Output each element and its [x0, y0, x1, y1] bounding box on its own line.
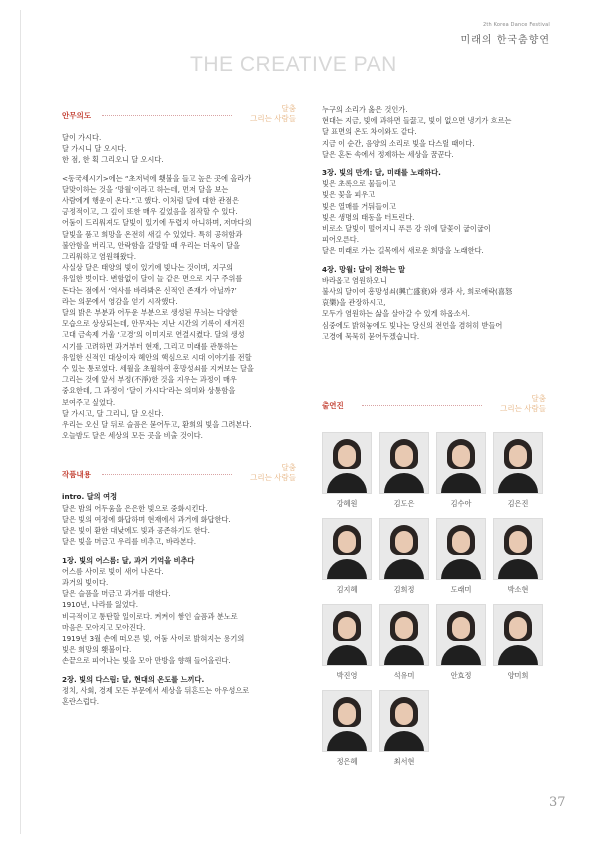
text-line: 중요한데, 그 과정이 ‘달이 가시다’라는 의미와 상통함을: [62, 386, 236, 396]
text-line: 바라옵고 염원하오니: [322, 275, 387, 285]
block-title: 1장. 빛의 어스름: 달, 과거 기억을 비추다: [62, 555, 195, 565]
portrait-photo: [436, 518, 486, 580]
text-line: 긍정적이고, 그 깊이 또한 매우 깊었음을 짐작할 수 있다.: [62, 207, 238, 217]
text-line: 한 점, 한 획 그리오니 달 오시다.: [62, 155, 164, 165]
text-line: 달은 빛을 머금고 우리를 비추고, 바라본다.: [62, 537, 197, 547]
cast-member: [436, 518, 486, 595]
block-gap: [322, 160, 546, 167]
text-line: 달맞이하는 것을 ‘망월’이라고 하는데, 먼저 달을 보는: [62, 184, 229, 194]
section-deco-text: 달춤 그리는 사람들: [500, 394, 546, 413]
text-line: 수 있는 통로였다. 세월을 초월하여 흥망성쇠를 지켜보는 달을: [62, 364, 254, 374]
text-line: 빛은 초록으로 물들이고: [322, 179, 397, 189]
portrait-photo: [322, 432, 372, 494]
cast-name: 도래미: [450, 585, 472, 594]
work-body: [62, 491, 296, 707]
portrait-body: [441, 559, 481, 580]
text-line: 달 표면의 온도 차이와도 같다.: [322, 127, 417, 137]
cast-member: [322, 604, 372, 681]
text-line: 현대는 지금, 빛에 과하면 들끓고, 빛이 없으면 냉기가 흐르는: [322, 116, 512, 126]
text-line: 심중에도 밝혀놓에도 빛나는 당신의 전언을 겸허히 받들어: [322, 320, 503, 330]
text-line: 哀樂)을 관장하시고,: [322, 298, 386, 308]
block-title: 4장. 망월: 달이 전하는 말: [322, 264, 406, 274]
portrait-face: [338, 531, 356, 553]
intent-section-header: [62, 104, 296, 128]
cast-name: 양미희: [507, 671, 529, 680]
cast-name: 석유미: [393, 671, 415, 680]
portrait-photo: [379, 690, 429, 752]
cast-name: 강혜원: [336, 499, 358, 508]
portrait-photo: [493, 518, 543, 580]
cast-label: 출연진: [322, 401, 344, 410]
portrait-body: [498, 645, 538, 666]
right-column: [322, 104, 546, 342]
cast-name: 김은진: [507, 499, 529, 508]
block-gap: [322, 257, 546, 264]
cast-name: 김수아: [450, 499, 472, 508]
text-line: 빛은 생명의 태동을 터트린다.: [322, 212, 415, 222]
portrait-face: [338, 445, 356, 467]
text-line: 달빛을 품고 희망을 온전히 새길 수 있었다. 특히 공허함과: [62, 229, 243, 239]
text-line: 불안함을 버리고, 안락함을 갈망할 때 우리는 더욱이 달을: [62, 240, 240, 250]
portrait-face: [452, 445, 470, 467]
work-continued-body: [322, 104, 546, 342]
portrait-photo: [379, 604, 429, 666]
text-line: 피어오른다.: [322, 235, 360, 245]
cast-name: 안효정: [450, 671, 472, 680]
cast-member: [493, 518, 543, 595]
text-line: 지금 이 순간, 음양의 소리로 빛을 다스릴 때이다.: [322, 138, 475, 148]
section-divider: [102, 474, 232, 475]
portrait-face: [395, 531, 413, 553]
festival-logo: 미래의 한국춤향연: [460, 35, 550, 46]
cast-member: [379, 690, 429, 767]
block-title: intro. 달의 여정: [62, 492, 118, 502]
text-line: 유일한 신적인 대상이자 혜안의 핵심으로 시대 이야기를 전할: [62, 352, 252, 362]
text-line: 고대 금속제 거울 ‘고경’의 이미지로 연결시켰다. 달의 생성: [62, 330, 245, 340]
cast-name: 최서현: [393, 757, 415, 766]
cast-name: 박소현: [507, 585, 529, 594]
portrait-photo: [379, 432, 429, 494]
page-number: 37: [549, 795, 566, 810]
portrait-photo: [493, 432, 543, 494]
portrait-photo: [322, 604, 372, 666]
portrait-face: [509, 445, 527, 467]
text-line: 고경에 묵묵히 묻어두겠습니다.: [322, 331, 420, 341]
cast-name: 김희정: [393, 585, 415, 594]
text-line: 사람에게 행운이 온다.”고 했다. 이처럼 달에 대한 관점은: [62, 196, 240, 206]
block-title: 2장. 빛의 다스림: 달, 현대의 온도를 느끼다.: [62, 674, 205, 684]
block-gap: [62, 548, 296, 555]
portrait-face: [338, 703, 356, 725]
cast-member: [379, 604, 429, 681]
text-line: 비로소 달빛이 떨어지니 푸른 강 위에 달꽃이 굽이굽이: [322, 224, 491, 234]
text-line: 달은 슬픔을 머금고 과거를 대한다.: [62, 589, 171, 599]
portrait-face: [395, 703, 413, 725]
block-gap: [62, 667, 296, 674]
text-line: 달은 빛이 환한 대낮에도 빛과 공존하기도 한다.: [62, 526, 210, 536]
text-line: 손끝으로 피어나는 빛을 모아 만방을 향해 들어올린다.: [62, 656, 231, 666]
text-line: 1910년, 나라를 잃었다.: [62, 600, 139, 610]
block-title: 3장. 빛의 만개: 달, 미래를 노래하다.: [322, 168, 441, 178]
text-line: 돈다는 점에서 ‘역사를 바라봐온 신적인 존재가 아닐까?’: [62, 285, 237, 295]
cast-header-wrap: [322, 394, 546, 422]
text-line: 우리는 오신 달 뒤로 슬픔은 묻어두고, 환희의 빛을 그려본다.: [62, 420, 252, 430]
text-line: 달은 밤의 어두움을 은은한 빛으로 중화시킨다.: [62, 503, 208, 513]
portrait-body: [327, 645, 367, 666]
portrait-photo: [493, 604, 543, 666]
text-line: 사실상 달은 태양의 빛이 있기에 빛나는 것이며, 지구의: [62, 263, 234, 273]
portrait-face: [338, 617, 356, 639]
portrait-photo: [436, 604, 486, 666]
text-line: 달이 가시다.: [62, 133, 102, 142]
text-line: 어스름 사이로 빛이 새어 나온다.: [62, 566, 164, 576]
portrait-body: [441, 473, 481, 494]
cast-name: 박진영: [336, 671, 358, 680]
portrait-body: [498, 473, 538, 494]
text-line: 정치, 사회, 경제 모든 부문에서 세상을 뒤흔드는 아우성으로: [62, 685, 250, 695]
cast-member: [493, 604, 543, 681]
text-line: 유일한 벗이다. 변함없이 달이 늘 같은 면으로 지구 주위를: [62, 274, 243, 284]
cast-member: [322, 690, 372, 767]
text-line: 어둠이 드리워져도 달빛이 있기에 두렵지 아니하며, 저마다의: [62, 218, 252, 228]
portrait-face: [395, 445, 413, 467]
cast-name: 김도은: [393, 499, 415, 508]
portrait-body: [327, 559, 367, 580]
text-line: <동국세시기>에는 “초저녁에 횃불을 들고 높은 곳에 올라가: [62, 173, 252, 183]
text-line: 빛은 희망의 횃불이다.: [62, 645, 132, 655]
portrait-body: [327, 473, 367, 494]
text-line: 모습으로 상상되는데, 안무자는 지난 시간의 기록이 새겨진: [62, 319, 245, 329]
cast-member: [322, 432, 372, 509]
paragraph-gap: [62, 166, 296, 173]
cast-member: [379, 432, 429, 509]
text-line: 달의 밝은 부분과 어두운 부분으로 생성된 무늬는 다양한: [62, 308, 238, 318]
festival-subtitle: 2th Korea Dance Festival: [482, 22, 550, 28]
portrait-body: [327, 731, 367, 752]
cast-member: [436, 432, 486, 509]
text-line: 비극적이고 통탄할 일이로다. 켜켜이 쌓인 슬픔과 분노로: [62, 611, 238, 621]
text-line: 누구의 소리가 옳은 것인가.: [322, 105, 408, 114]
portrait-body: [498, 559, 538, 580]
text-line: 빛은 꽃을 피우고: [322, 190, 376, 200]
portrait-body: [441, 645, 481, 666]
portrait-body: [384, 731, 424, 752]
portrait-body: [384, 645, 424, 666]
portrait-body: [384, 559, 424, 580]
text-line: 그리워하고 염원해왔다.: [62, 252, 137, 262]
cast-member: [493, 432, 543, 509]
portrait-face: [395, 617, 413, 639]
cast-name: 김지혜: [336, 585, 358, 594]
text-line: 1919년 3월 손에 떠오른 빛, 어둠 사이로 밝혀지는 용기의: [62, 633, 245, 643]
intent-label: 안무의도: [62, 111, 91, 120]
section-divider: [102, 115, 232, 116]
text-line: 오늘밤도 달은 세상의 모든 곳을 비출 것이다.: [62, 431, 203, 441]
section-deco-text: 달춤 그리는 사람들: [250, 463, 296, 483]
text-line: 달 가시니 달 오시다.: [62, 144, 127, 154]
portrait-face: [452, 531, 470, 553]
intent-body: [62, 132, 296, 441]
portrait-photo: [436, 432, 486, 494]
page-title: THE CREATIVE PAN: [190, 53, 397, 76]
text-line: 달은 빛의 여정에 화답하며 현재에서 과거에 화답한다.: [62, 514, 231, 524]
margin-rule: [20, 10, 21, 834]
portrait-photo: [322, 518, 372, 580]
work-section-header: [62, 463, 296, 487]
text-line: 모두가 염원하는 삶을 살아갈 수 있게 하옵소서.: [322, 309, 470, 319]
text-line: 달은 미래로 가는 길목에서 새로운 희망을 노래한다.: [322, 246, 484, 256]
text-line: 달은 혼돈 속에서 정제하는 세상을 꿈꾼다.: [322, 149, 454, 159]
work-label: 작품내용: [62, 470, 91, 480]
cast-member: [322, 518, 372, 595]
text-line: 불사의 달이여 흥망성쇠(興亡盛衰)와 생과 사, 희로애락(喜怒: [322, 287, 513, 297]
text-line: 보여주고 싶었다.: [62, 397, 116, 407]
portrait-face: [509, 531, 527, 553]
portrait-photo: [322, 690, 372, 752]
portrait-body: [384, 473, 424, 494]
portrait-photo: [379, 518, 429, 580]
portrait-face: [509, 617, 527, 639]
text-line: 라는 의문에서 영감을 얻기 시작했다.: [62, 296, 178, 306]
cast-member: [379, 518, 429, 595]
text-line: 과거의 빛이다.: [62, 577, 109, 587]
text-line: 달 가시고, 달 그리니, 달 오신다.: [62, 408, 164, 418]
section-divider: [362, 405, 482, 406]
text-line: 마음은 모아지고 모아진다.: [62, 622, 146, 632]
section-deco-text: 달춤 그리는 사람들: [250, 104, 296, 123]
cast-member: [436, 604, 486, 681]
text-line: 그리는 것에 앞서 부정(不淨)한 것을 지우는 과정이 매우: [62, 375, 237, 385]
text-line: 시기를 고려하면 과거부터 현재, 그리고 미래를 관통하는: [62, 341, 238, 351]
portrait-face: [452, 617, 470, 639]
cast-section-header: [322, 394, 546, 418]
text-line: 혼란스럽다.: [62, 696, 100, 706]
cast-name: 정은혜: [336, 757, 358, 766]
text-line: 빛은 열매를 거둬들이고: [322, 201, 397, 211]
left-column: [62, 104, 296, 707]
